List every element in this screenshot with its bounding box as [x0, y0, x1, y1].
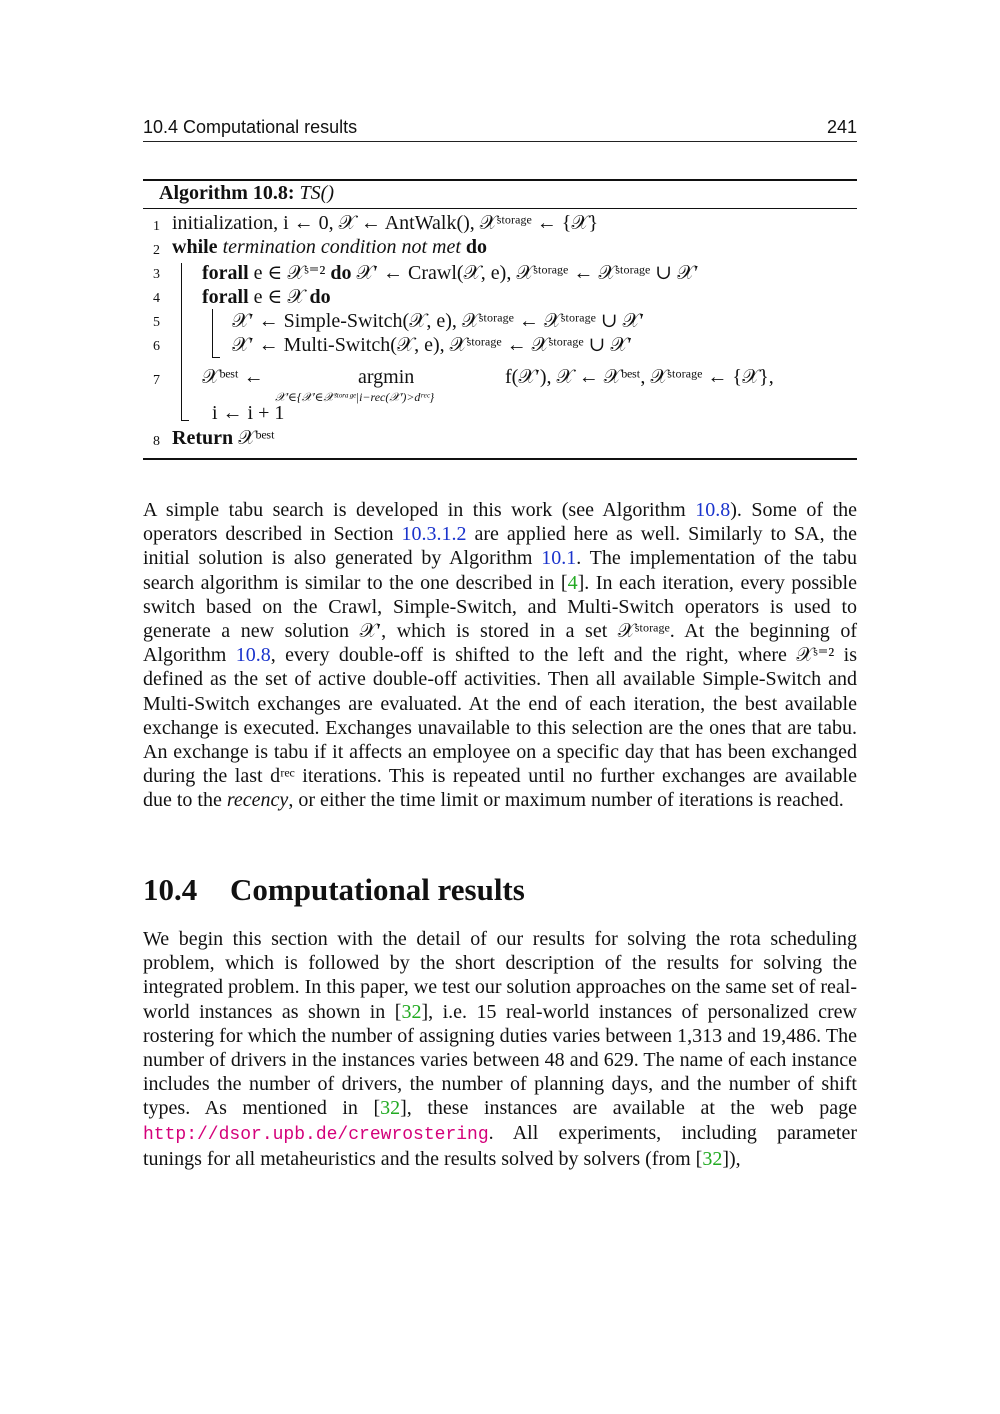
line-number: 2: [153, 243, 160, 258]
section-heading: [143, 872, 525, 908]
forall-set: e ∈ 𝒳: [253, 286, 310, 308]
algorithm-ref-link[interactable]: 10.1: [541, 547, 577, 570]
while-condition: termination condition not met: [222, 236, 461, 258]
algorithm-ref-link[interactable]: 10.8: [695, 499, 731, 521]
algo-line-6: 𝒳′ ← Multi-Switch(𝒳, e), 𝒳ˢᵗᵒʳᵃᵍᵉ ← 𝒳ˢᵗᵒʳᵃᵍᵉ ∪ 𝒳′: [232, 334, 632, 356]
while-block-bar: [181, 263, 182, 420]
line-number: 5: [153, 315, 160, 330]
while-block-end: [181, 420, 189, 421]
crewrostering-url-link[interactable]: http://dsor.upb.de/crewrostering: [143, 1124, 489, 1145]
text: We begin this section with the detail of our results for solving the rota scheduling problem, which is followed by the short description of the results for solving the integrated problem. In this paper, we test our solution approaches on the same set of real-world instances as shown in [: [143, 928, 857, 1023]
algo-line-7-continuation: i ← i + 1: [212, 402, 285, 424]
algorithm-caption: [159, 182, 334, 205]
algo-line-7-rhs: f(𝒳′), 𝒳 ← 𝒳ᵇᵉˢᵗ, 𝒳ˢᵗᵒʳᵃᵍᵉ ← {𝒳},: [505, 366, 774, 388]
algo-line-1: initialization, i ← 0, 𝒳 ← AntWalk(), 𝒳ˢᵗᵒʳᵃᵍᵉ ← {𝒳}: [172, 212, 599, 234]
algorithm-caption-label: Algorithm 10.8:: [159, 182, 295, 204]
citation-link[interactable]: 32: [702, 1147, 723, 1170]
algo-line-8: [172, 427, 275, 450]
argmin-operator: argmin: [358, 366, 415, 388]
text: ], i.e. 15 real-world instances of personalized crew rostering for which the number of assigning duties varies between 1,313 and 19,486. The number of drivers in the instances varies between 48 and 629. The name of each instance includes the number of drivers, the number of planning days, and the number of shift types. As mentioned in [: [143, 1000, 858, 1120]
crawl-statement: 𝒳′ ← Crawl(𝒳, e), 𝒳ˢᵗᵒʳᵃᵍᵉ ← 𝒳ˢᵗᵒʳᵃᵍᵉ ∪ 𝒳′: [356, 262, 699, 284]
algorithm-ref-link[interactable]: 10.8: [235, 644, 271, 667]
argmin-subscript: 𝒳′∈{𝒳′∈𝒳ˢᵗᵒʳᵃᵍᵉ|i−rec(𝒳′)>dʳᵉᶜ}: [275, 390, 435, 404]
running-header-section: 10.4 Computational results: [143, 117, 358, 137]
algo-line-7-lhs: 𝒳ᵇᵉˢᵗ ←: [202, 366, 264, 388]
text: ]),: [722, 1147, 741, 1170]
line-number: 7: [153, 373, 160, 388]
algo-line-3: [202, 260, 699, 285]
keyword-while: while: [172, 236, 218, 258]
algo-line-4: [202, 284, 331, 309]
citation-link[interactable]: 32: [401, 1000, 422, 1023]
text: , or either the time limit or maximum number of iterations is reached.: [288, 789, 844, 812]
keyword-do: do: [309, 286, 331, 308]
text: . All experiments, including parameter tunings for all metaheuristics and the results solved by solvers (from [: [143, 1121, 857, 1170]
text: ]. In each iteration, every possible switch based on the Crawl, Simple-Switch, and Multi-Switch operators is used to generate a new solution 𝒳′, which is stored in a set 𝒳ˢᵗᵒʳᵃᵍᵉ. At the beginning of Algorithm: [143, 571, 857, 667]
keyword-do: do: [465, 236, 487, 258]
emphasis: recency: [226, 789, 289, 812]
text: ). Some of the operators described in Section: [143, 499, 857, 546]
line-number: 1: [153, 219, 160, 234]
text: A simple tabu search is developed in this work (see Algorithm: [143, 499, 696, 521]
line-number: 6: [153, 339, 160, 354]
algorithm-caption-name: TS(): [299, 182, 334, 204]
text: ], these instances are available at the web page: [400, 1097, 857, 1120]
forall-block-bar: [212, 309, 213, 357]
algorithm-box: [143, 179, 857, 460]
text: . The implementation of the tabu search algorithm is similar to the one described in [: [143, 547, 857, 594]
citation-link[interactable]: 4: [567, 571, 578, 594]
paragraph-computational-results: [143, 927, 857, 1171]
section-title: Computational results: [230, 872, 525, 907]
keyword-do: do: [330, 262, 352, 284]
return-value: 𝒳ᵇᵉˢᵗ: [238, 427, 275, 449]
section-ref-link[interactable]: 10.3.1.2: [401, 523, 467, 546]
forall-block-end: [212, 357, 220, 358]
line-number: 4: [153, 291, 160, 306]
forall-set: e ∈ 𝒳ˢ⁼²: [253, 262, 331, 284]
algo-line-2: [172, 236, 487, 259]
line-number: 3: [153, 267, 160, 282]
algo-line-5: 𝒳′ ← Simple-Switch(𝒳, e), 𝒳ˢᵗᵒʳᵃᵍᵉ ← 𝒳ˢᵗᵒʳᵃᵍᵉ ∪ 𝒳′: [232, 310, 645, 332]
keyword-forall: forall: [202, 286, 249, 308]
text: , every double-off is shifted to the left and the right, where 𝒳ˢ⁼² is defined as the set of active double-off activities. Then all available Simple-Switch and Multi-Switch exchanges are evaluated. At the end of each iteration, the best available exchange is executed. Exchanges unavailable to this selection are the ones that are tabu. An exchange is tabu if it affects an employee on a specific day that has been exchanged during the last dʳᵉᶜ iterations. This is repeated until no further exchanges are available due to the: [143, 644, 857, 812]
page-number: 241: [826, 117, 857, 137]
caption-rule: [143, 208, 857, 209]
section-number: 10.4: [143, 872, 198, 907]
keyword-forall: forall: [202, 262, 249, 284]
line-number: 8: [153, 434, 160, 449]
text: are applied here as well. Similarly to SA, the initial solution is also generated by Algorithm: [143, 523, 858, 570]
citation-link[interactable]: 32: [380, 1097, 401, 1120]
running-header: [143, 115, 857, 142]
keyword-return: Return: [172, 427, 234, 449]
paragraph-tabu-search: [143, 498, 857, 813]
